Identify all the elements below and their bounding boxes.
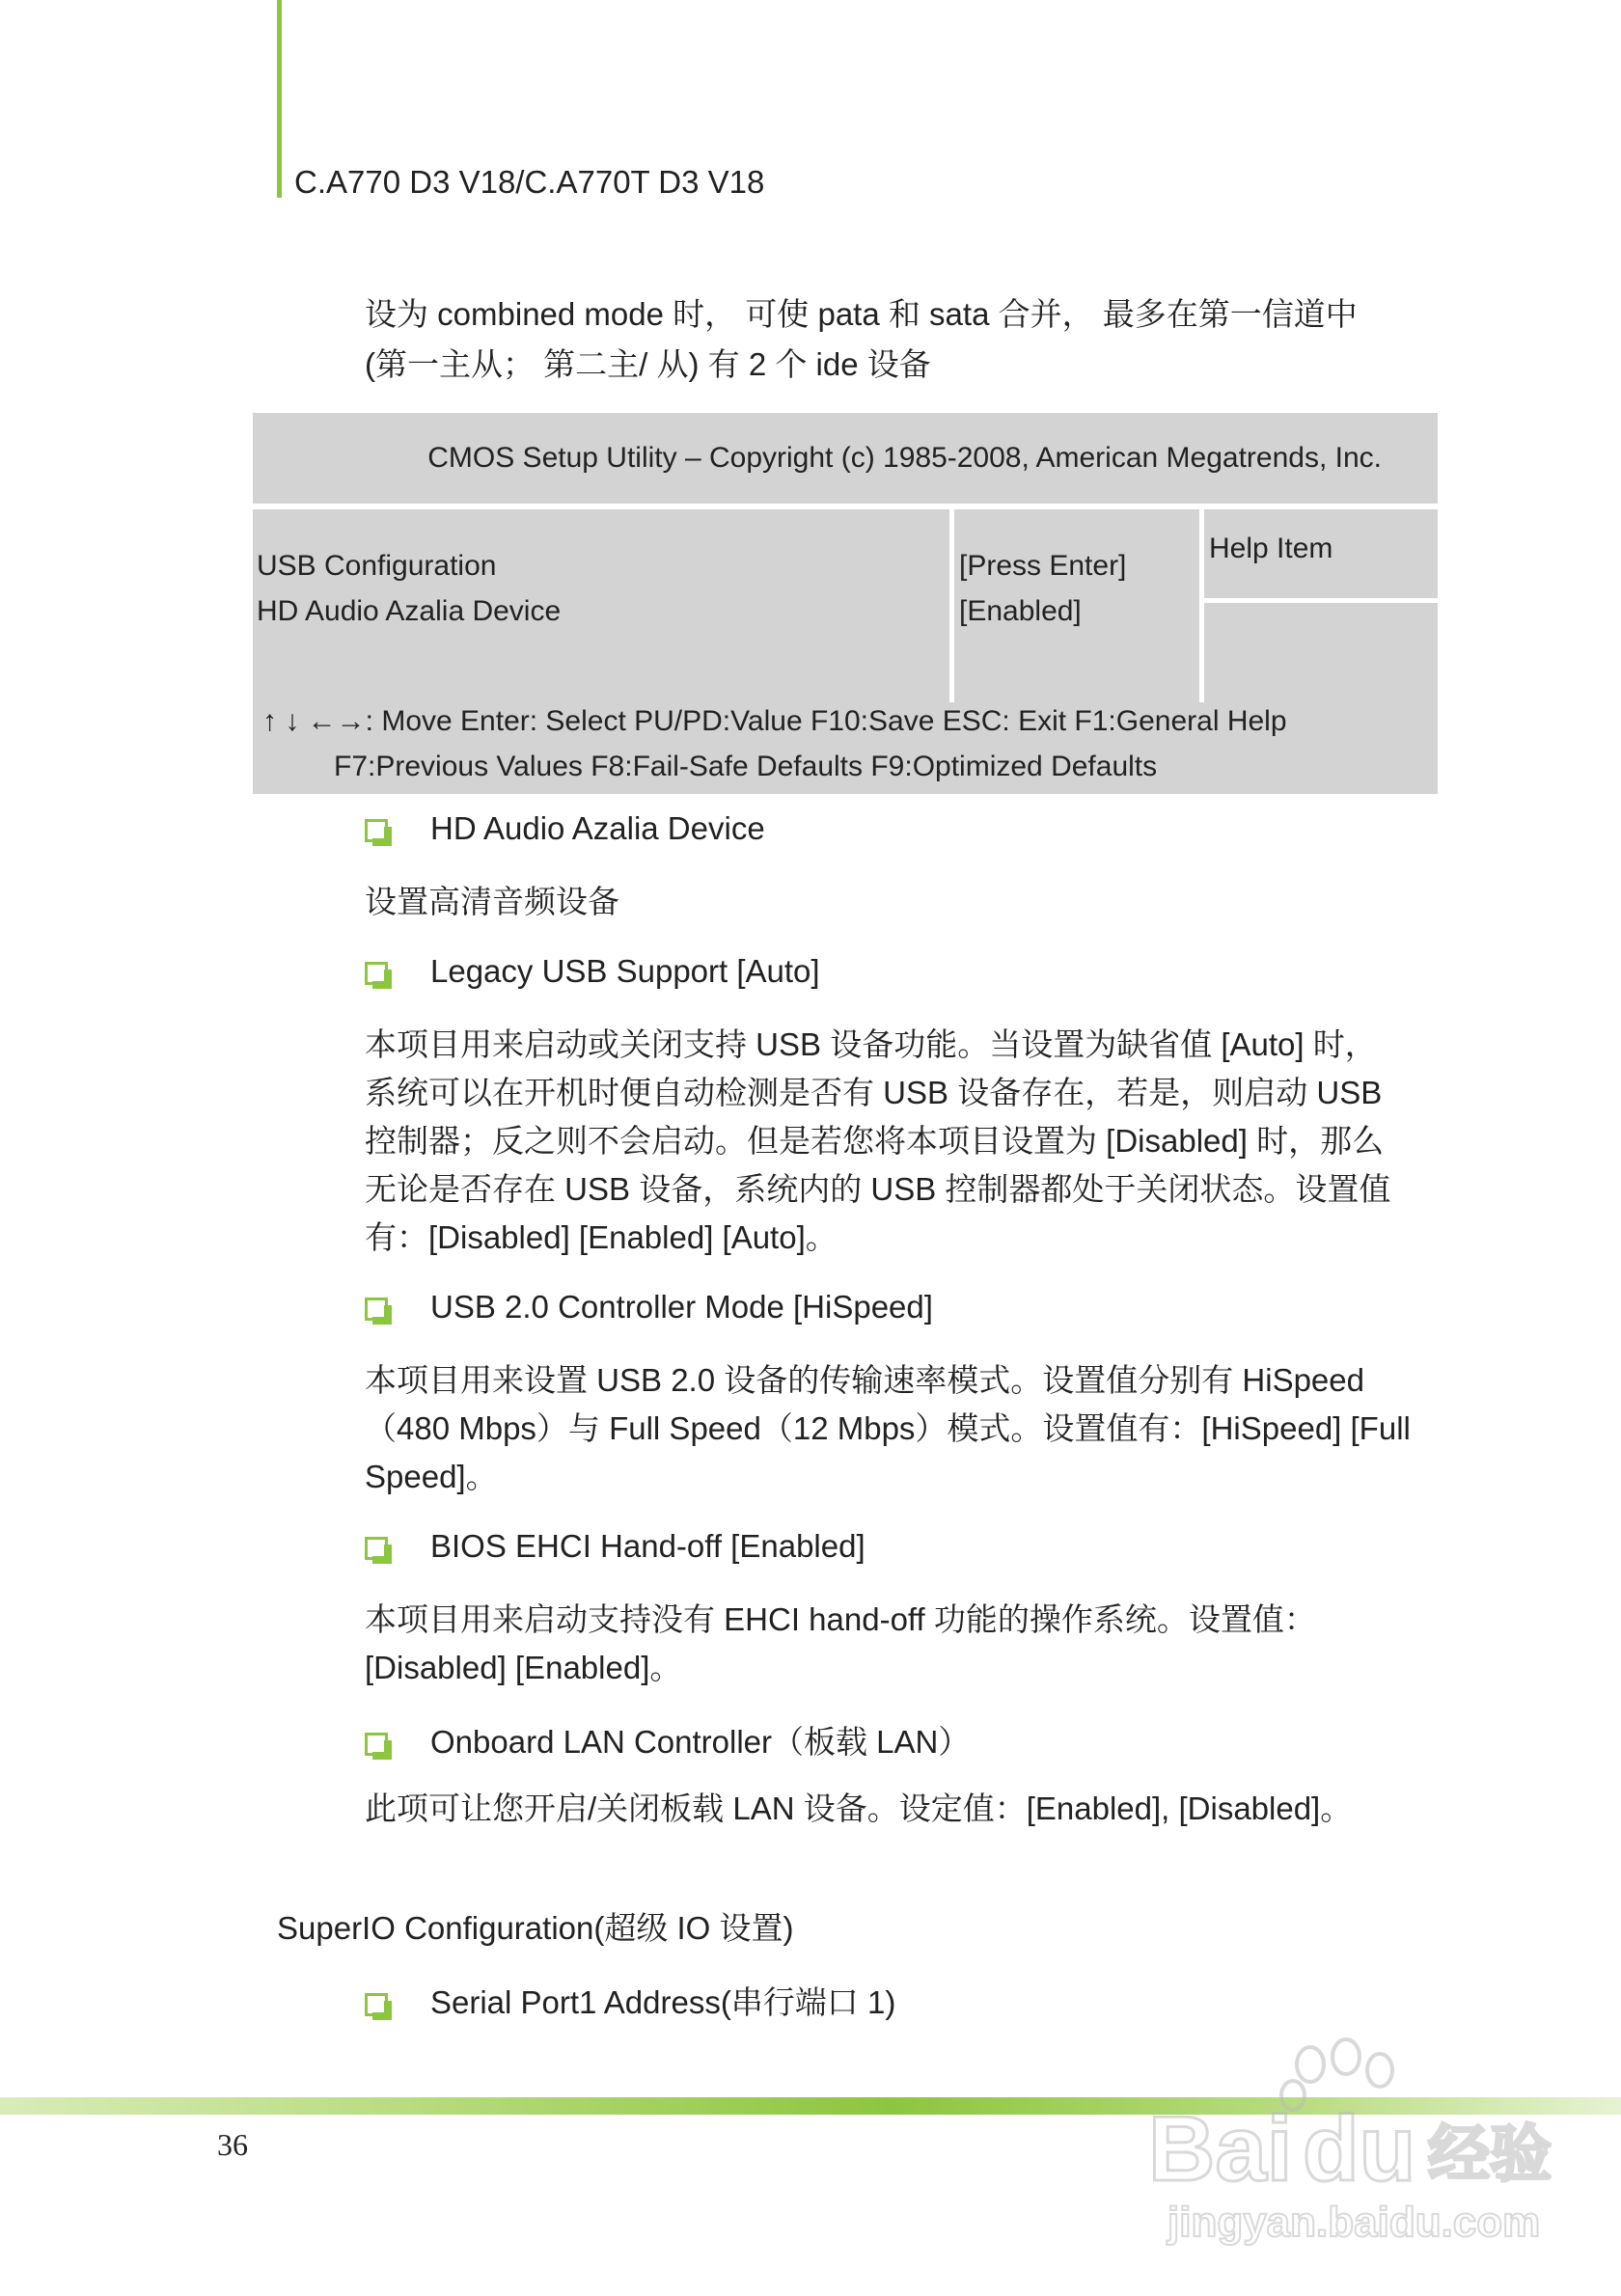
bios-key-legend-line-2: F7:Previous Values F8:Fail-Safe Defaults F9:Optimized Defaults [334, 751, 1158, 782]
bios-help-content [1204, 603, 1438, 702]
watermark-url: jingyan.baidu.com [1168, 2199, 1541, 2246]
bios-setup-table [253, 413, 1438, 794]
document-header-title: C.A770 D3 V18/C.A770T D3 V18 [294, 164, 765, 200]
section-title-ehci-handoff: BIOS EHCI Hand-off [Enabled] [365, 1528, 865, 1565]
intro-line-1: 设为 combined mode 时， 可使 pata 和 sata 合并， 最多在第一信道中 [365, 296, 1358, 332]
bios-value-enabled: [Enabled] [959, 595, 1082, 627]
section-body-hd-audio: 设置高清音频设备 [365, 884, 619, 919]
bios-items-column [253, 509, 949, 702]
watermark-brand: Bai [1148, 2097, 1293, 2200]
checkbox-bullet-icon [365, 1993, 388, 2016]
section-title-hd-audio: HD Audio Azalia Device [365, 810, 765, 847]
checkbox-bullet-icon [365, 1298, 388, 1321]
bios-values-column [954, 509, 1199, 702]
bios-item-hd-audio: HD Audio Azalia Device [257, 595, 562, 627]
superio-heading: SuperIO Configuration(超级 IO 设置) [277, 1910, 794, 1946]
bios-help-panel [1204, 509, 1438, 598]
checkbox-bullet-icon [365, 962, 388, 985]
checkbox-bullet-icon [365, 819, 388, 842]
section-title-onboard-lan: Onboard LAN Controller（板载 LAN） [365, 1717, 970, 1763]
intro-line-2: (第一主从； 第二主/ 从) 有 2 个 ide 设备 [365, 346, 931, 382]
section-body-onboard-lan: 此项可让您开启/关闭板载 LAN 设备。设定值：[Enabled], [Disabled]。 [365, 1790, 1353, 1826]
watermark-cn: 经验 [1428, 2119, 1552, 2191]
header-accent-bar [277, 0, 282, 198]
bios-item-usb-configuration: USB Configuration [257, 550, 497, 582]
bios-header-text: CMOS Setup Utility – Copyright (c) 1985-2008, American Megatrends, Inc. [427, 442, 1382, 474]
intro-text [365, 289, 1416, 390]
section-title-legacy-usb: Legacy USB Support [Auto] [365, 953, 820, 990]
bios-header [253, 413, 1438, 504]
bios-key-legend-line-1: ↑ ↓ ←→: Move Enter: Select PU/PD:Value F10:Save ESC: Exit F1:General Help [262, 705, 1287, 737]
section-body-ehci-handoff: 本项目用来启动支持没有 EHCI hand-off 功能的操作系统。设置值： [Disabled] [Enabled]。 [365, 1601, 1316, 1685]
section-body-legacy-usb: 本项目用来启动或关闭支持 USB 设备功能。当设置为缺省值 [Auto] 时， 系统可以在开机时便自动检测是否有 USB 设备存在，若是，则启动 USB 控制器；反之则不会启动。但是若您将本项目设置为 [Disabled] 时，那么 无论是否存在 USB 设备，系统内的 USB 控制器都处于关闭状态。设置值 有：[Disabled] [Enabled] [Auto]。 [365, 1026, 1391, 1255]
section-title-serial-port: Serial Port1 Address(串行端口 1) [365, 1978, 895, 2023]
section-title-usb-controller-mode: USB 2.0 Controller Mode [HiSpeed] [365, 1289, 933, 1326]
bios-value-press-enter: [Press Enter] [959, 550, 1127, 582]
section-body-usb-controller-mode: 本项目用来设置 USB 2.0 设备的传输速率模式。设置值分别有 HiSpeed （480 Mbps）与 Full Speed（12 Mbps）模式。设置值有：[HiSpeed] [Full Speed]。 [365, 1362, 1411, 1494]
watermark-brand-2: du [1303, 2097, 1416, 2200]
checkbox-bullet-icon [365, 1537, 388, 1560]
checkbox-bullet-icon [365, 1733, 388, 1756]
baidu-jingyan-watermark [1148, 2036, 1553, 2248]
page-number: 36 [217, 2127, 248, 2162]
bios-key-legend [253, 702, 1438, 794]
bios-help-title: Help Item [1209, 533, 1333, 564]
